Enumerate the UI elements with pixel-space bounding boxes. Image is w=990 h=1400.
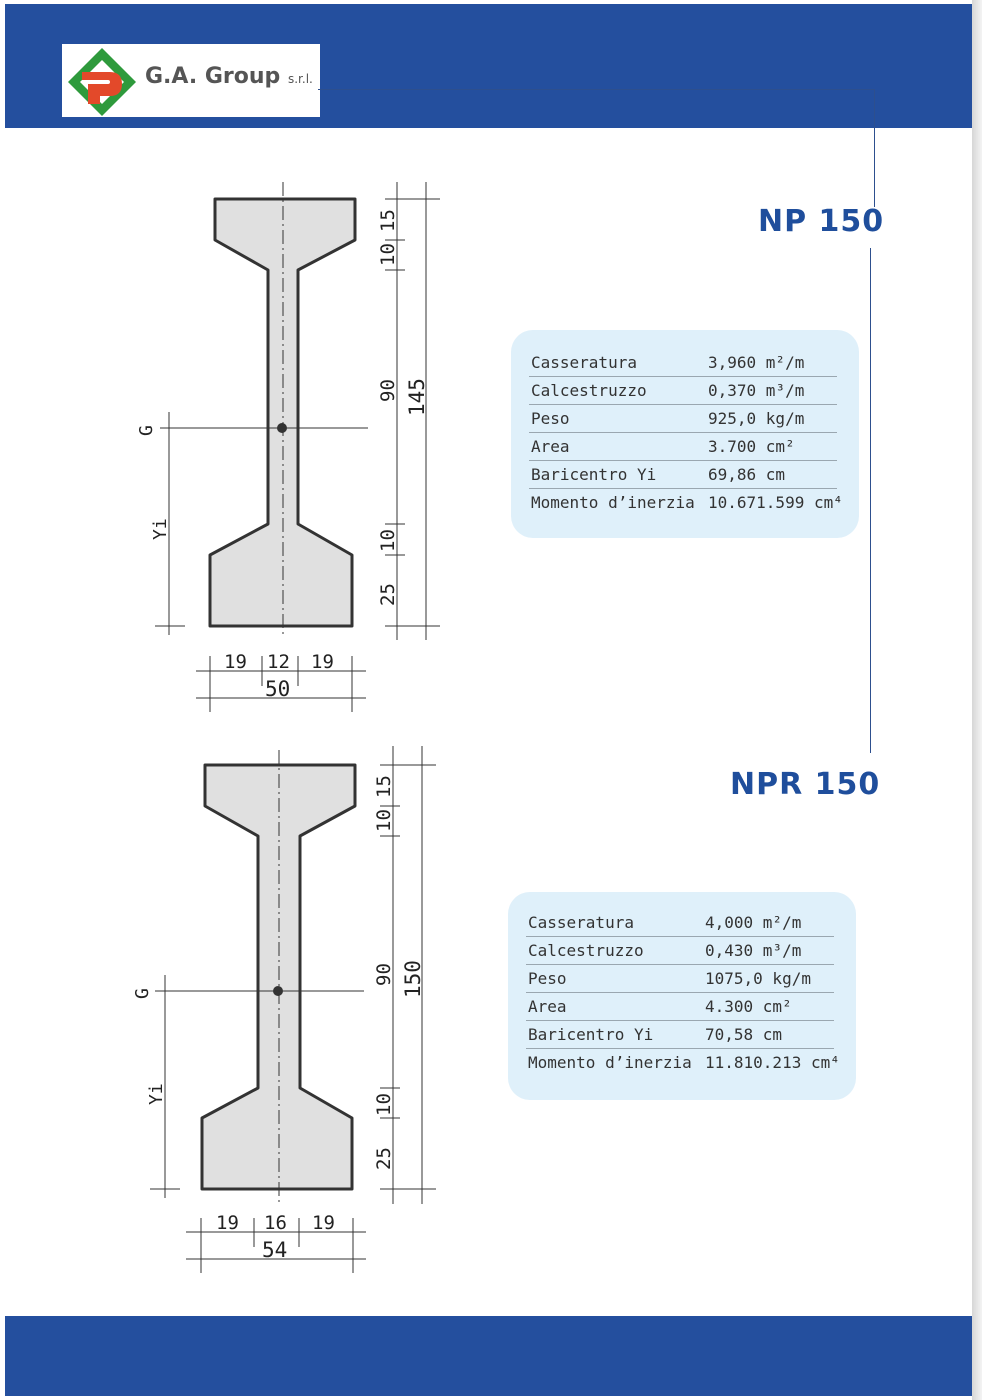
np150-dim-90: 90 [377,379,399,402]
npr150-dim-25: 25 [373,1147,395,1170]
company-name-main: G.A. Group [145,64,281,89]
property-label: Calcestruzzo [528,941,644,960]
np150-dim-50: 50 [265,677,291,701]
property-label: Momento d’inerzia [528,1053,692,1072]
np150-dim-19-left: 19 [224,651,247,673]
npr150-yi-label: Yi [146,1083,167,1105]
property-label: Casseratura [531,353,637,372]
npr150-dim-90: 90 [373,963,395,986]
property-value: 11.810.213 cm⁴ [705,1053,840,1072]
npr150-dim-16: 16 [264,1212,287,1234]
property-label: Calcestruzzo [531,381,647,400]
property-value: 4.300 cm² [705,997,792,1016]
property-value: 1075,0 kg/m [705,969,811,988]
npr150-dim-19-left: 19 [216,1212,239,1234]
company-suffix: s.r.l. [287,72,313,86]
property-value: 70,58 cm [705,1025,783,1044]
np150-dim-19-right: 19 [311,651,334,673]
np150-dim-10-top: 10 [377,243,399,266]
npr150-dim-150: 150 [401,960,425,998]
npr150-centroid [273,986,283,996]
npr150-section [132,746,436,1273]
np150-dim-145: 145 [405,378,429,416]
property-label: Peso [528,969,567,988]
property-value: 10.671.599 cm⁴ [708,493,843,512]
npr150-dim-10-bottom: 10 [373,1093,395,1116]
np150-dim-10-bottom: 10 [377,529,399,552]
property-value: 4,000 m²/m [705,913,802,932]
property-value: 0,430 m³/m [705,941,802,960]
np150-dim-12: 12 [267,651,290,673]
beam-title-np150: NP 150 [758,204,885,239]
property-label: Area [531,437,570,456]
npr150-dim-54: 54 [262,1238,288,1262]
np150-section [136,182,440,712]
property-value: 3.700 cm² [708,437,795,456]
npr150-dim-15: 15 [373,775,395,798]
np150-dim-15: 15 [377,209,399,232]
property-label: Baricentro Yi [528,1025,654,1044]
np150-g-label: G [136,425,157,436]
property-label: Peso [531,409,570,428]
np150-yi-label: Yi [150,518,171,540]
property-value: 3,960 m²/m [708,353,805,372]
npr150-g-label: G [132,988,153,999]
property-value: 69,86 cm [708,465,786,484]
beam-title-npr150: NPR 150 [730,767,881,802]
npr150-dim-19-right: 19 [312,1212,335,1234]
property-value: 0,370 m³/m [708,381,805,400]
property-value: 925,0 kg/m [708,409,805,428]
property-label: Casseratura [528,913,634,932]
property-label: Baricentro Yi [531,465,657,484]
property-label: Area [528,997,567,1016]
npr150-dim-10-top: 10 [373,809,395,832]
np150-dim-25: 25 [377,583,399,606]
np150-centroid [277,423,287,433]
property-label: Momento d’inerzia [531,493,695,512]
